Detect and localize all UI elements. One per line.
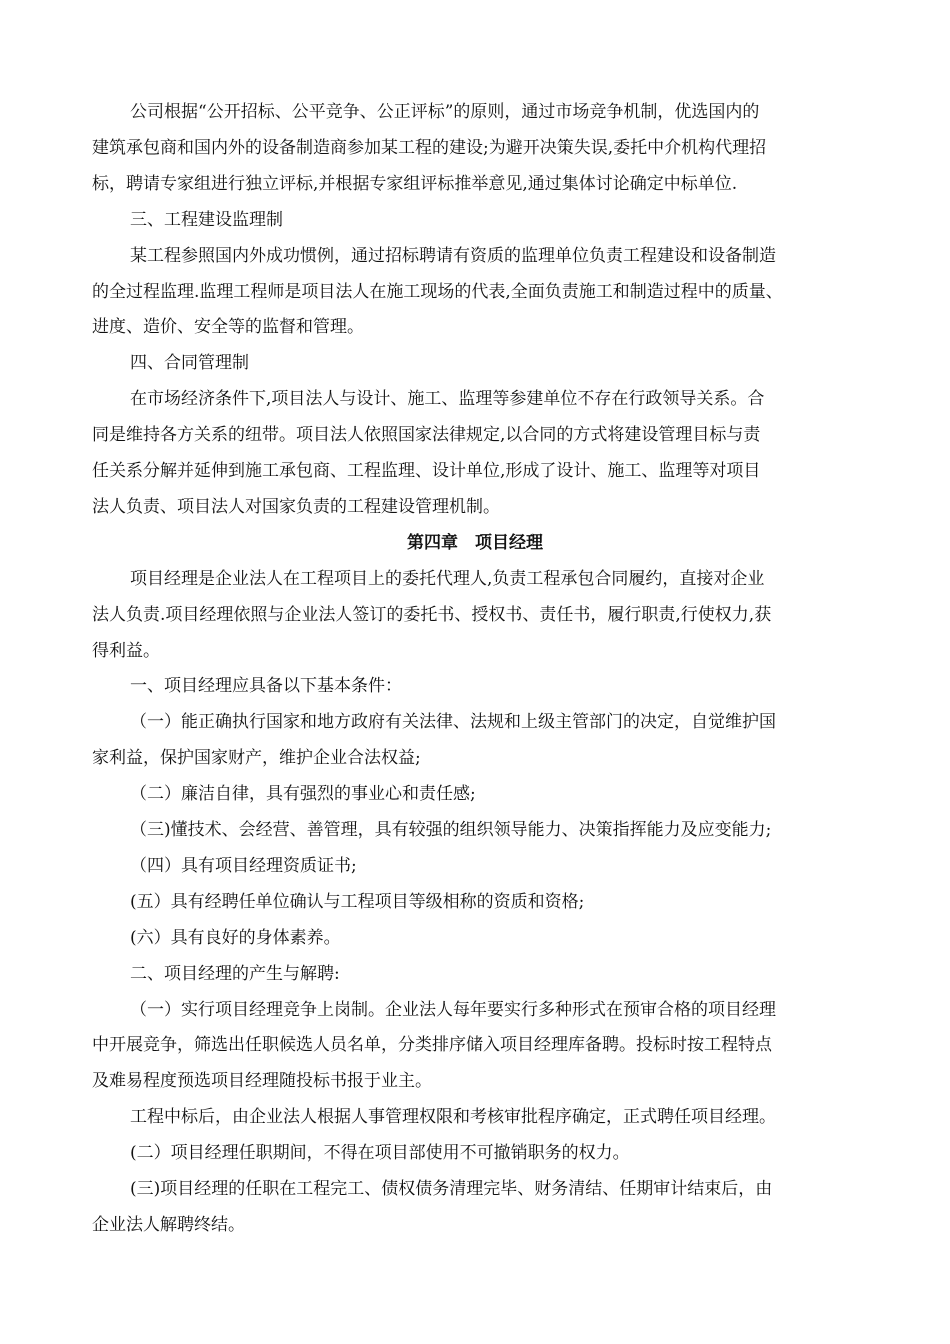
- paragraph-line: 任关系分解并延伸到施工承包商、工程监理、设计单位,形成了设计、施工、监理等对项目: [92, 461, 761, 481]
- paragraph-line: 同是维持各方关系的纽带。项目法人依照国家法律规定,以合同的方式将建设管理目标与责: [92, 425, 761, 445]
- paragraph-line: 项目经理是企业法人在工程项目上的委托代理人,负责工程承包合同履约，直接对企业: [130, 569, 765, 589]
- paragraph-line: （一）能正确执行国家和地方政府有关法律、法规和上级主管部门的决定，自觉维护国: [130, 712, 776, 732]
- paragraph-line: 家利益，保护国家财产，维护企业合法权益;: [92, 748, 421, 768]
- paragraph-line: 建筑承包商和国内外的设备制造商参加某工程的建设;为避开决策失误,委托中介机构代理招: [92, 138, 767, 158]
- paragraph-line: 某工程参照国内外成功惯例，通过招标聘请有资质的监理单位负责工程建设和设备制造: [130, 246, 776, 266]
- paragraph-line: （四）具有项目经理资质证书;: [130, 856, 357, 876]
- paragraph-line: (五）具有经聘任单位确认与工程项目等级相称的资质和资格;: [130, 892, 585, 912]
- paragraph-line: 公司根据“公开招标、公平竞争、公正评标”的原则，通过市场竞争机制，优选国内的: [130, 102, 760, 122]
- paragraph-line: 企业法人解聘终结。: [92, 1215, 245, 1235]
- paragraph-line: 在市场经济条件下,项目法人与设计、施工、监理等参建单位不存在行政领导关系。合: [130, 389, 765, 409]
- heading-text: 第四章 项目经理: [407, 533, 543, 553]
- paragraph-line: 标，聘请专家组进行独立评标,并根据专家组评标推举意见,通过集体讨论确定中标单位.: [92, 174, 738, 194]
- paragraph-line: （一）实行项目经理竞争上岗制。企业法人每年要实行多种形式在预审合格的项目经理: [130, 1000, 776, 1020]
- paragraph-line: (三)项目经理的任职在工程完工、债权债务清理完毕、财务清结、任期审计结束后，由: [130, 1179, 773, 1199]
- paragraph-line: 中开展竞争，筛选出任职候选人员名单，分类排序储入项目经理库备聘。投标时按工程特点: [92, 1035, 772, 1055]
- paragraph-line: 法人负责、项目法人对国家负责的工程建设管理机制。: [92, 497, 500, 517]
- paragraph-line: 得利益。: [92, 641, 160, 661]
- paragraph-line: 三、工程建设监理制: [130, 210, 283, 230]
- paragraph-line: 进度、造价、安全等的监督和管理。: [92, 317, 364, 337]
- paragraph-line: (二）项目经理任职期间，不得在项目部使用不可撤销职务的权力。: [130, 1143, 630, 1163]
- paragraph-line: 工程中标后，由企业法人根据人事管理权限和考核审批程序确定，正式聘任项目经理。: [130, 1107, 776, 1127]
- paragraph-line: 的全过程监理.监理工程师是项目法人在施工现场的代表,全面负责施工和制造过程中的质量、: [92, 282, 783, 302]
- paragraph-line: 四、合同管理制: [130, 353, 249, 373]
- paragraph-line: (六）具有良好的身体素养。: [130, 928, 341, 948]
- paragraph-line: （二）廉洁自律，具有强烈的事业心和责任感;: [130, 784, 476, 804]
- paragraph-line: 及难易程度预选项目经理随投标书报于业主。: [92, 1071, 432, 1091]
- paragraph-line: 法人负责.项目经理依照与企业法人签订的委托书、授权书、责任书，履行职责,行使权力,获: [92, 605, 772, 625]
- paragraph-line: 一、项目经理应具备以下基本条件：: [130, 676, 402, 696]
- paragraph-line: （三)懂技术、会经营、善管理，具有较强的组织领导能力、决策指挥能力及应变能力;: [130, 820, 772, 840]
- paragraph-line: 二、项目经理的产生与解聘:: [130, 964, 340, 984]
